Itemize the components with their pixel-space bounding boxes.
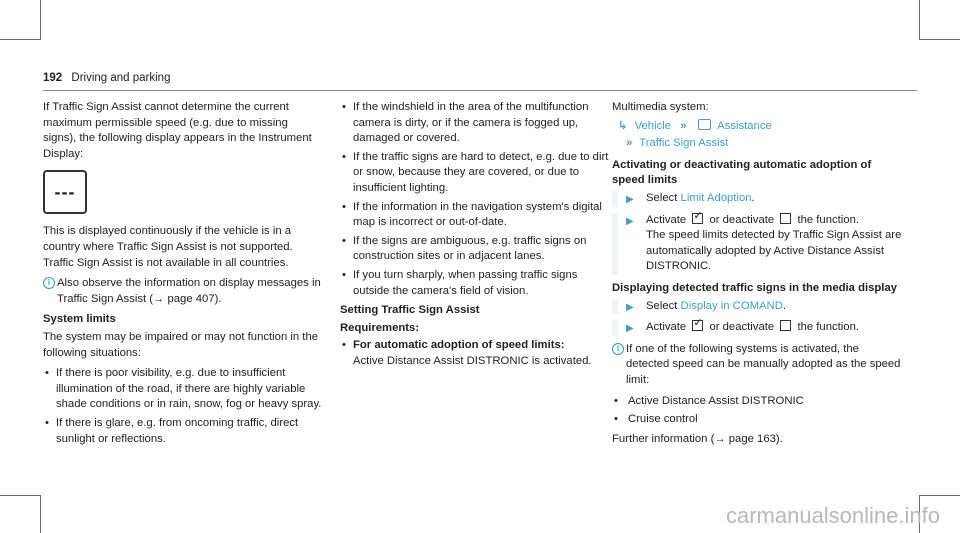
crop-mark	[40, 495, 41, 533]
info-icon: i	[43, 277, 55, 289]
page-header	[43, 72, 170, 84]
system-limits-heading: System limits	[43, 313, 116, 326]
info-icon: i	[612, 343, 624, 355]
page-number: 192	[43, 72, 63, 84]
step-text: the function.	[797, 321, 859, 334]
step-text: Select	[646, 299, 678, 312]
info-note	[43, 276, 323, 307]
step-text: or deactivate	[709, 213, 775, 226]
list-item: • If the signs are ambiguous, e.g. traffic signs on construction sites or in adjacent lanes.	[340, 234, 610, 265]
checked-box-icon	[692, 213, 703, 224]
car-icon	[698, 119, 711, 130]
step-bar	[612, 191, 618, 207]
watermark: carmanualsonline.info	[725, 503, 940, 528]
list-item	[340, 338, 610, 369]
step-bar	[612, 213, 618, 275]
no-speed-display-icon	[43, 170, 87, 214]
step-select-limit-adoption: ▶ Select Limit Adoption.	[612, 191, 902, 207]
list-item: • If the traffic signs are hard to detect, e.g. due to dirt or snow, because they are covered, or due to insufficient lighting.	[340, 150, 610, 197]
info-note-text: Also observe the information on display messages in Traffic Sign Assist (→ page 407).	[57, 277, 321, 305]
double-chevron-icon: »	[626, 137, 633, 150]
availability-paragraph: This is displayed continuously if the vehicle is in a country where Traffic Sign Assist is not supported. Traffic Sign Assist is not available in all countries.	[43, 225, 293, 269]
menu-assistance[interactable]: Assistance	[717, 119, 772, 132]
double-chevron-icon: »	[680, 119, 687, 132]
step-activate-display	[612, 320, 902, 336]
setting-heading: Setting Traffic Sign Assist	[340, 304, 480, 317]
step-text: Select	[646, 191, 678, 204]
requirements-heading: Requirements:	[340, 321, 420, 334]
multimedia-label: Multimedia system:	[612, 101, 709, 113]
step-text: or deactivate	[709, 321, 775, 334]
intro-paragraph: If Traffic Sign Assist cannot determine the current maximum permissible speed (e.g. due to missing signs), the following display appears in the Instrument Display:	[43, 101, 312, 160]
list-item: • Active Distance Assist DISTRONIC	[612, 394, 902, 410]
crop-mark	[40, 0, 41, 40]
requirement-text: Active Distance Assist DISTRONIC is activated.	[353, 354, 592, 367]
header-rule	[43, 90, 917, 91]
further-info: Further information (→ page 163).	[612, 432, 783, 445]
requirements-list	[340, 338, 610, 369]
crop-mark	[920, 495, 960, 496]
column-3	[612, 100, 902, 452]
list-item: • Cruise control	[612, 412, 902, 428]
step-arrow-icon: ▶	[626, 301, 634, 313]
step-text: the function.	[797, 213, 859, 226]
display-in-comand-link[interactable]: Display in COMAND	[680, 299, 783, 312]
list-item: • If there is poor visibility, e.g. due to insufficient illumination of the road, if there are highly variable shade conditions or in rain, snow, fog or heavy spray.	[43, 366, 323, 413]
step-bar	[612, 299, 618, 315]
menu-vehicle[interactable]: Vehicle	[634, 119, 672, 132]
limits-list	[43, 366, 323, 447]
step-text: Activate	[646, 213, 687, 226]
list-item: • If the windshield in the area of the multifunction camera is dirty, or if the camera is fogged up, damaged or covered.	[340, 100, 610, 147]
column-1	[43, 100, 323, 451]
crop-mark	[919, 0, 920, 40]
list-item: • If the information in the navigation system's digital map is incorrect or out-of-date.	[340, 200, 610, 231]
section-title: Driving and parking	[71, 72, 171, 84]
display-symbol: ---	[54, 181, 76, 202]
crop-mark	[920, 39, 960, 40]
step-select-display: ▶ Select Display in COMAND.	[612, 299, 902, 315]
info-note-text: If one of the following systems is activated, the detected speed can be manually adopted as the speed limit:	[626, 342, 901, 386]
menu-path	[618, 119, 902, 152]
list-item: • If there is glare, e.g. from oncoming traffic, direct sunlight or reflections.	[43, 416, 323, 447]
step-text: Activate	[646, 321, 687, 334]
step-detail: The speed limits detected by Traffic Sign Assist are automatically adopted by Active Distance Assist DISTRONIC.	[646, 229, 902, 273]
step-activate-adoption	[612, 213, 902, 275]
unchecked-box-icon	[780, 320, 791, 331]
step-bar	[612, 320, 618, 336]
display-heading: Displaying detected traffic signs in the media display	[612, 281, 898, 294]
list-item: • If you turn sharply, when passing traffic signs outside the camera's field of vision.	[340, 268, 610, 299]
step-arrow-icon: ▶	[626, 193, 634, 205]
checked-box-icon	[692, 320, 703, 331]
limit-adoption-link[interactable]: Limit Adoption	[680, 191, 752, 204]
requirement-title: For automatic adoption of speed limits:	[353, 339, 565, 352]
return-arrow-icon: ↳	[618, 119, 628, 132]
systems-list	[612, 394, 902, 428]
adoption-heading: Activating or deactivating automatic adoption of speed limits	[612, 158, 872, 187]
unchecked-box-icon	[780, 213, 791, 224]
crop-mark	[0, 39, 40, 40]
limits-paragraph: The system may be impaired or may not function in the following situations:	[43, 330, 319, 359]
menu-traffic-sign-assist[interactable]: Traffic Sign Assist	[639, 137, 729, 150]
limits-list-continued	[340, 100, 610, 299]
step-arrow-icon: ▶	[626, 215, 634, 227]
info-note	[612, 342, 902, 389]
crop-mark	[0, 495, 40, 496]
column-2	[340, 100, 610, 374]
step-arrow-icon: ▶	[626, 323, 634, 335]
